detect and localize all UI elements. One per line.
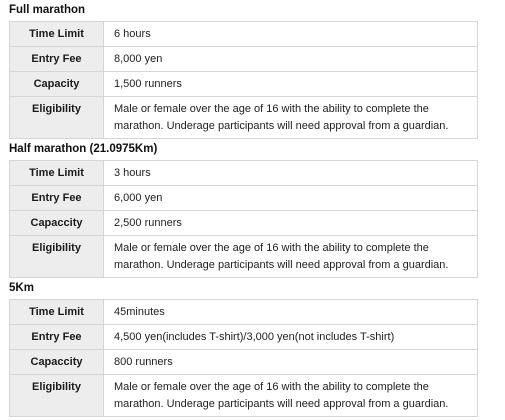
row-label-eligibility: Eligibility [10, 375, 104, 417]
row-value-time-limit: 6 hours [104, 22, 478, 47]
section-title: Full marathon [9, 4, 86, 16]
row-label-time-limit: Time Limit [10, 161, 104, 186]
eligibility-line-2: marathon. Underage participants will need approval from a guardian. [114, 398, 449, 410]
row-label-entry-fee: Entry Fee [10, 325, 104, 350]
row-label-eligibility: Eligibility [10, 236, 104, 278]
row-label-capacity: Capaccity [10, 211, 104, 236]
section-full-marathon [9, 3, 478, 139]
section-title: 5Km [9, 282, 34, 294]
row-label-capacity: Capaccity [10, 350, 104, 375]
row-value-entry-fee: 8,000 yen [104, 47, 478, 72]
row-label-entry-fee: Entry Fee [10, 186, 104, 211]
table-row [10, 300, 478, 325]
info-table [9, 160, 478, 278]
row-label-time-limit: Time Limit [10, 300, 104, 325]
section-title: Half marathon (21.0975Km) [9, 143, 158, 155]
row-value-entry-fee: 6,000 yen [104, 186, 478, 211]
table-row [10, 325, 478, 350]
table-row [10, 97, 478, 139]
table-row [10, 350, 478, 375]
info-table [9, 299, 478, 417]
section-half-marathon [9, 142, 478, 278]
row-value-time-limit: 3 hours [104, 161, 478, 186]
row-value-eligibility [104, 236, 478, 278]
row-label-time-limit: Time Limit [10, 22, 104, 47]
eligibility-line-1: Male or female over the age of 16 with the ability to complete the [114, 242, 429, 254]
info-table [9, 21, 478, 139]
eligibility-line-1: Male or female over the age of 16 with the ability to complete the [114, 381, 429, 393]
table-row [10, 72, 478, 97]
row-label-eligibility: Eligibility [10, 97, 104, 139]
table-row [10, 211, 478, 236]
row-value-eligibility [104, 97, 478, 139]
table-row [10, 375, 478, 417]
row-value-capacity: 1,500 runners [104, 72, 478, 97]
row-value-capacity: 2,500 runners [104, 211, 478, 236]
row-label-entry-fee: Entry Fee [10, 47, 104, 72]
eligibility-line-2: marathon. Underage participants will need approval from a guardian. [114, 120, 449, 132]
table-row [10, 236, 478, 278]
eligibility-line-2: marathon. Underage participants will need approval from a guardian. [114, 259, 449, 271]
row-value-entry-fee: 4,500 yen(includes T-shirt)/3,000 yen(not includes T-shirt) [104, 325, 478, 350]
section-5km [9, 281, 478, 417]
eligibility-line-1: Male or female over the age of 16 with the ability to complete the [114, 103, 429, 115]
row-value-capacity: 800 runners [104, 350, 478, 375]
row-value-time-limit: 45minutes [104, 300, 478, 325]
row-value-eligibility [104, 375, 478, 417]
table-row [10, 161, 478, 186]
table-row [10, 22, 478, 47]
table-row [10, 47, 478, 72]
row-label-capacity: Capacity [10, 72, 104, 97]
table-row [10, 186, 478, 211]
